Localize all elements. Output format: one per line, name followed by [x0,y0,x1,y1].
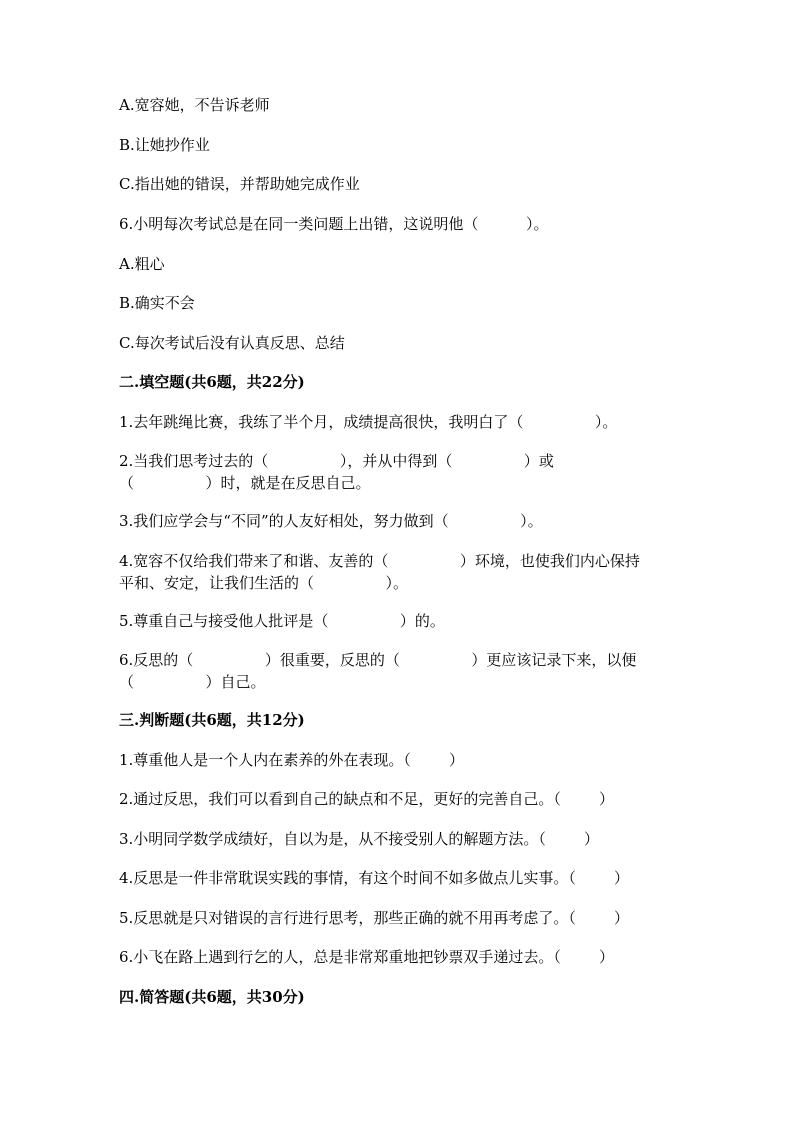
short-answer-section-title: 四.简答题(共6题，共30分) [119,988,305,1006]
q6-option-b: B.确实不会 [119,294,195,312]
fill-blank-q1: 1.去年跳绳比赛，我练了半个月，成绩提高很快，我明白了（ ）。 [119,413,618,431]
fill-blank-section-title: 二.填空题(共6题，共22分) [119,373,305,391]
fill-blank-q6-line1: 6.反思的（ ）很重要，反思的（ ）更应该记录下来，以便 [119,651,637,669]
q6-stem: 6.小明每次考试总是在同一类问题上出错，这说明他（ ）。 [119,215,549,233]
q5-option-a: A.宽容她，不告诉老师 [119,96,270,114]
judgment-item-5: 5.反思就是只对错误的言行进行思考，那些正确的就不用再考虑了。（ ） [119,909,629,927]
fill-blank-q6-line2: （ ）自己。 [119,673,266,691]
fill-blank-q4-line2: 平和、安定，让我们生活的（ ）。 [119,574,409,592]
fill-blank-q5: 5.尊重自己与接受他人批评是（ ）的。 [119,612,445,630]
fill-blank-q2-line2: （ ）时，就是在反思自己。 [119,474,371,492]
judgment-item-2: 2.通过反思，我们可以看到自己的缺点和不足，更好的完善自己。（ ） [119,790,614,808]
q6-option-c: C.每次考试后没有认真反思、总结 [119,334,345,352]
q6-option-a: A.粗心 [119,255,165,273]
judgment-item-3: 3.小明同学数学成绩好，自以为是，从不接受别人的解题方法。（ ） [119,830,599,848]
judgment-item-1: 1.尊重他人是一个人内在素养的外在表现。（ ） [119,751,464,769]
fill-blank-q4-line1: 4.宽容不仅给我们带来了和谐、友善的（ ）环境，也使我们内心保持 [119,552,640,570]
judgment-item-4: 4.反思是一件非常耽误实践的事情，有这个时间不如多做点儿实事。（ ） [119,869,629,887]
judgment-item-6: 6.小飞在路上遇到行乞的人，总是非常郑重地把钞票双手递过去。（ ） [119,948,614,966]
q5-option-c: C.指出她的错误，并帮助她完成作业 [119,175,360,193]
fill-blank-q3: 3.我们应学会与“不同”的人友好相处，努力做到（ ）。 [119,512,543,530]
judgment-section-title: 三.判断题(共6题，共12分) [119,711,305,729]
fill-blank-q2-line1: 2.当我们思考过去的（ ），并从中得到（ ）或 [119,452,554,470]
q5-option-b: B.让她抄作业 [119,136,210,154]
